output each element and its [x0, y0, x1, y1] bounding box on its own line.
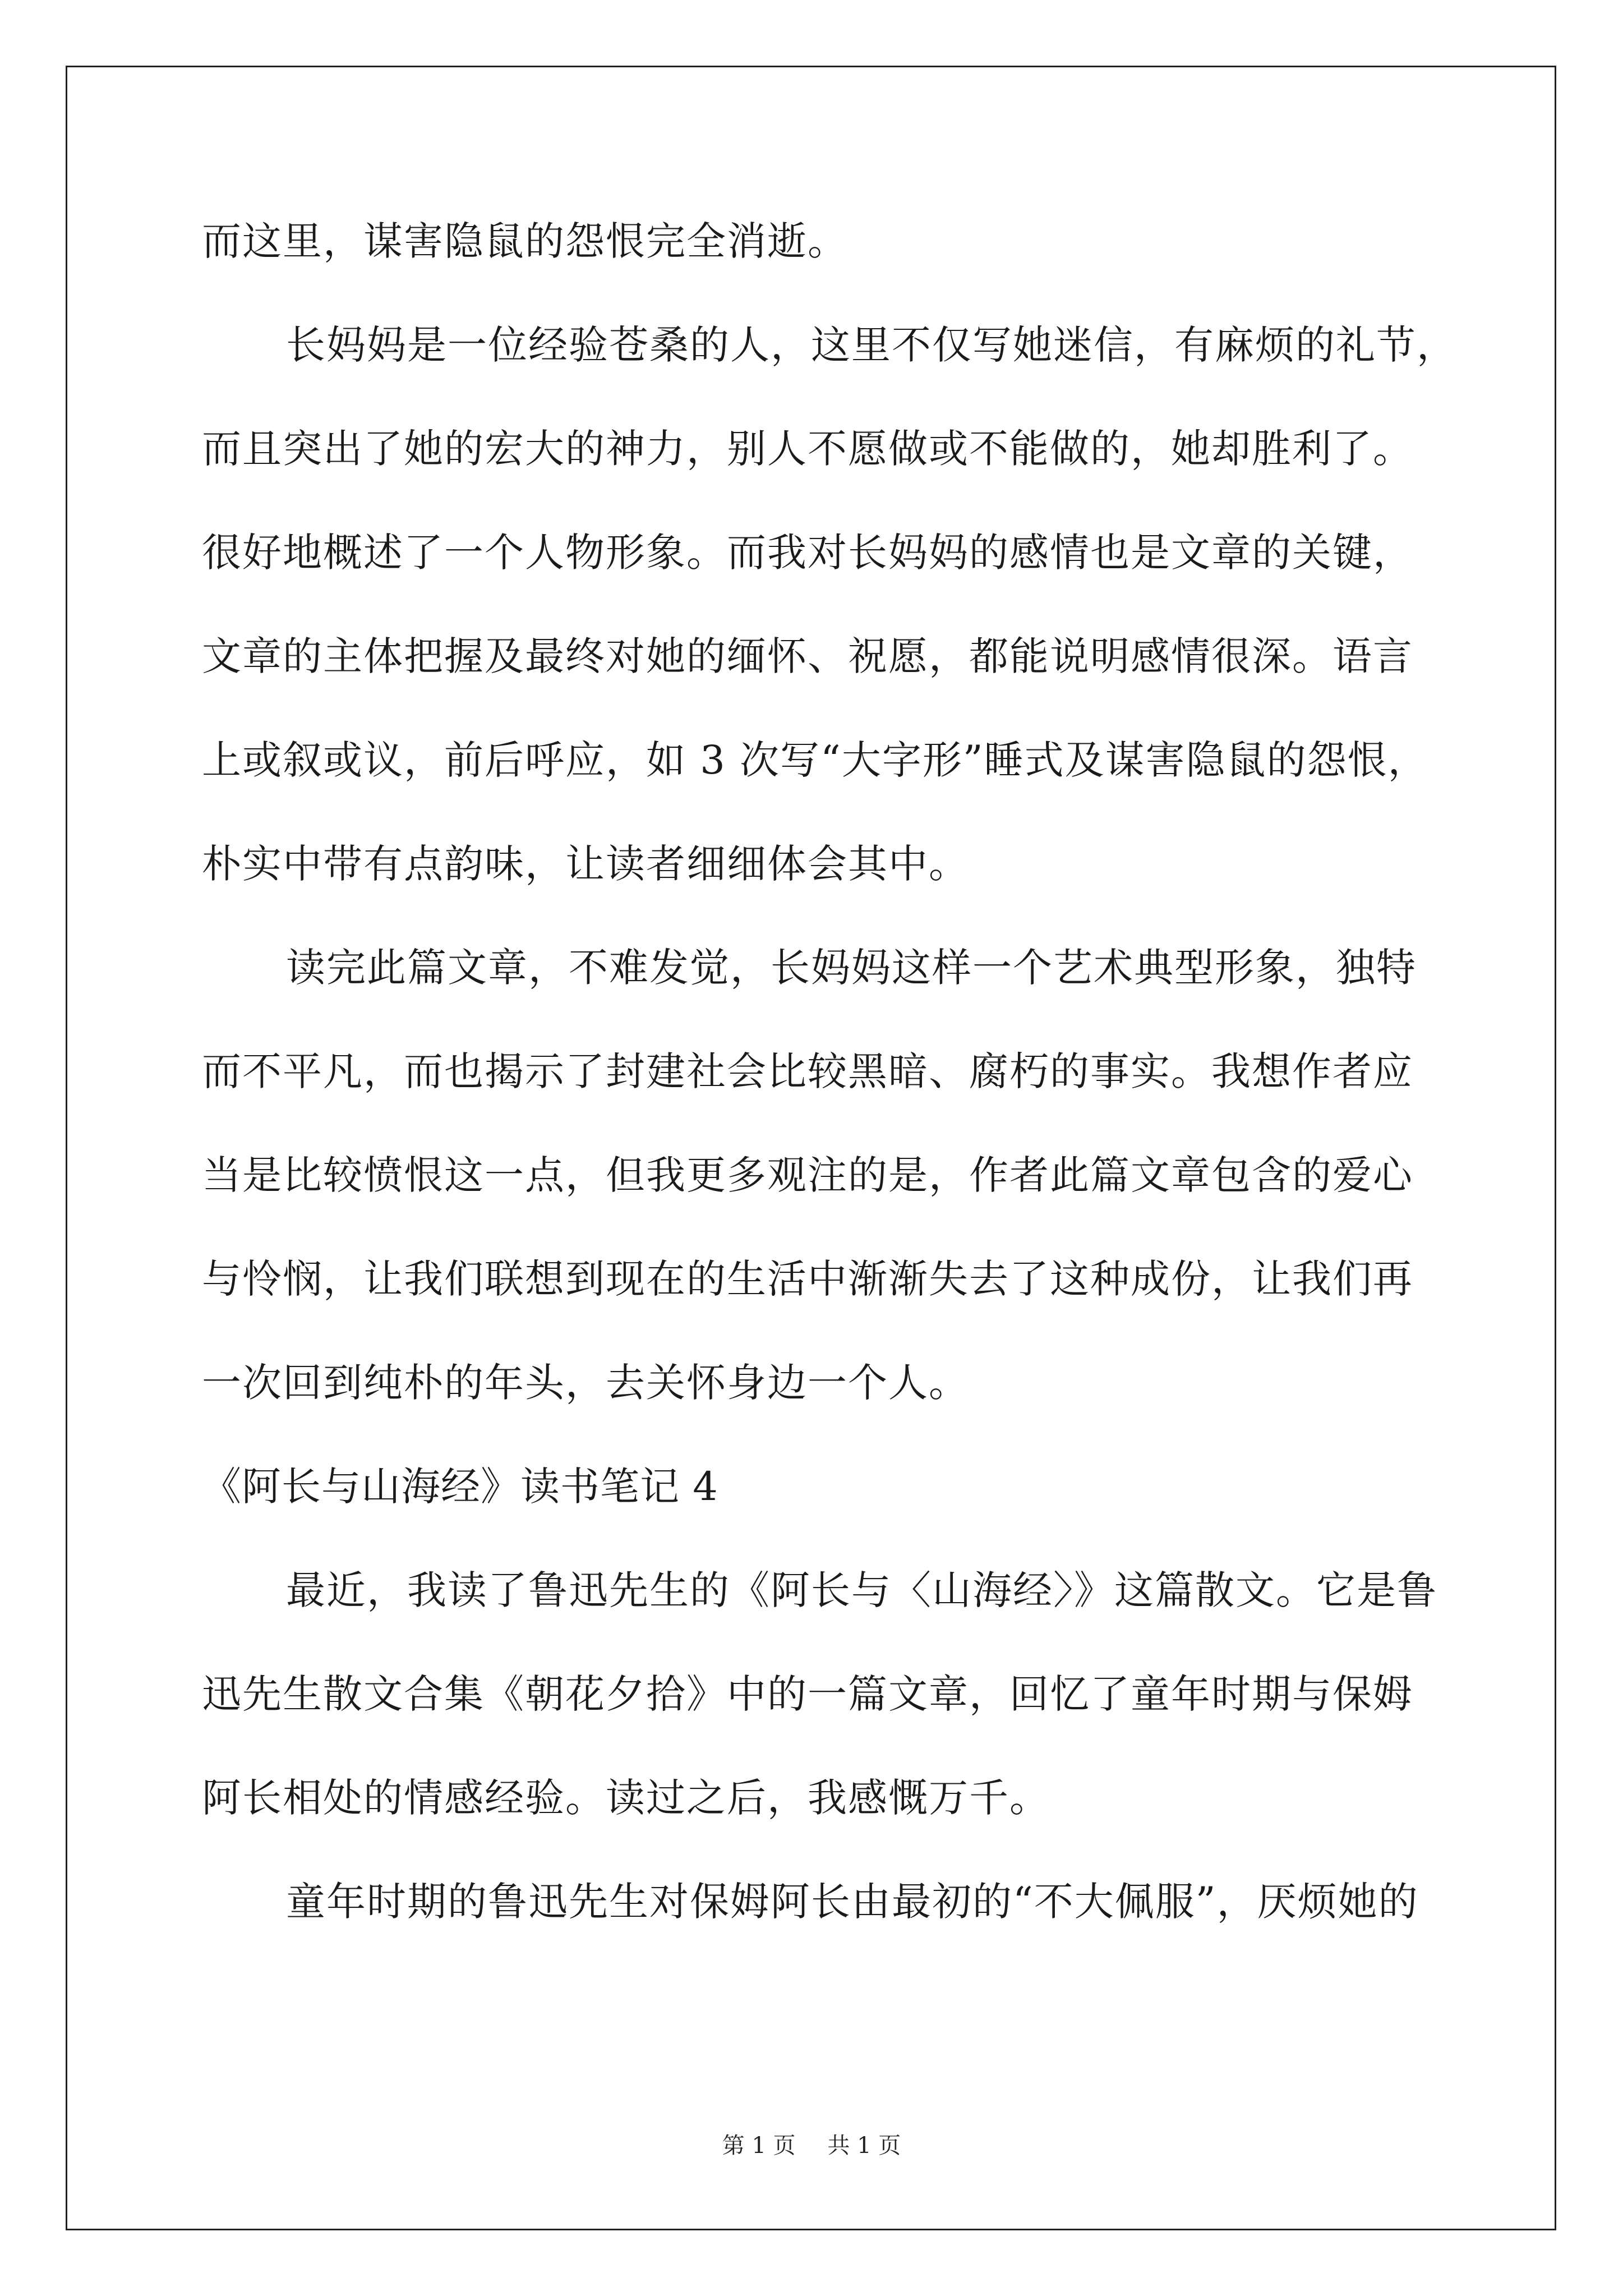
text-line: 而这里，谋害隐鼠的怨恨完全消逝。: [202, 218, 848, 264]
paragraph-start: 童年时期的鲁迅先生对保姆阿长由最初的“不大佩服”，厌烦她的: [286, 1879, 1419, 1925]
text-line: 文章的主体把握及最终对她的缅怀、祝愿，都能说明感情很深。语言: [202, 633, 1413, 679]
text-line: 与怜悯，让我们联想到现在的生活中渐渐失去了这种成份，让我们再: [202, 1256, 1413, 1302]
page-footer: [0, 2132, 1623, 2160]
section-heading: 《阿长与山海经》读书笔记 4: [202, 1464, 718, 1510]
paragraph-start: 长妈妈是一位经验苍桑的人，这里不仅写她迷信，有麻烦的礼节，: [286, 322, 1457, 368]
text-line: 很好地概述了一个人物形象。而我对长妈妈的感情也是文章的关键，: [202, 530, 1413, 576]
paragraph-start: 最近，我读了鲁迅先生的《阿长与〈山海经〉》这篇散文。它是鲁: [286, 1567, 1437, 1613]
page-number: 第 1 页: [722, 2133, 796, 2159]
text-line: 上或叙或议，前后呼应，如 3 次写“大字形”睡式及谋害隐鼠的怨恨，: [202, 737, 1428, 783]
text-line: 迅先生散文合集《朝花夕拾》中的一篇文章，回忆了童年时期与保姆: [202, 1671, 1413, 1717]
paragraph-start: 读完此篇文章，不难发觉，长妈妈这样一个艺术典型形象，独特: [286, 945, 1417, 991]
text-line: 而且突出了她的宏大的神力，别人不愿做或不能做的，她却胜利了。: [202, 426, 1413, 472]
text-line: 而不平凡，而也揭示了封建社会比较黑暗、腐朽的事实。我想作者应: [202, 1048, 1413, 1094]
page-total: 共 1 页: [827, 2133, 901, 2159]
text-line: 朴实中带有点韵味，让读者细细体会其中。: [202, 841, 969, 887]
text-line: 阿长相处的情感经验。读过之后，我感慨万千。: [202, 1775, 1050, 1821]
text-line: 当是比较愤恨这一点，但我更多观注的是，作者此篇文章包含的爱心: [202, 1152, 1413, 1198]
text-line: 一次回到纯朴的年头，去关怀身边一个人。: [202, 1360, 969, 1406]
